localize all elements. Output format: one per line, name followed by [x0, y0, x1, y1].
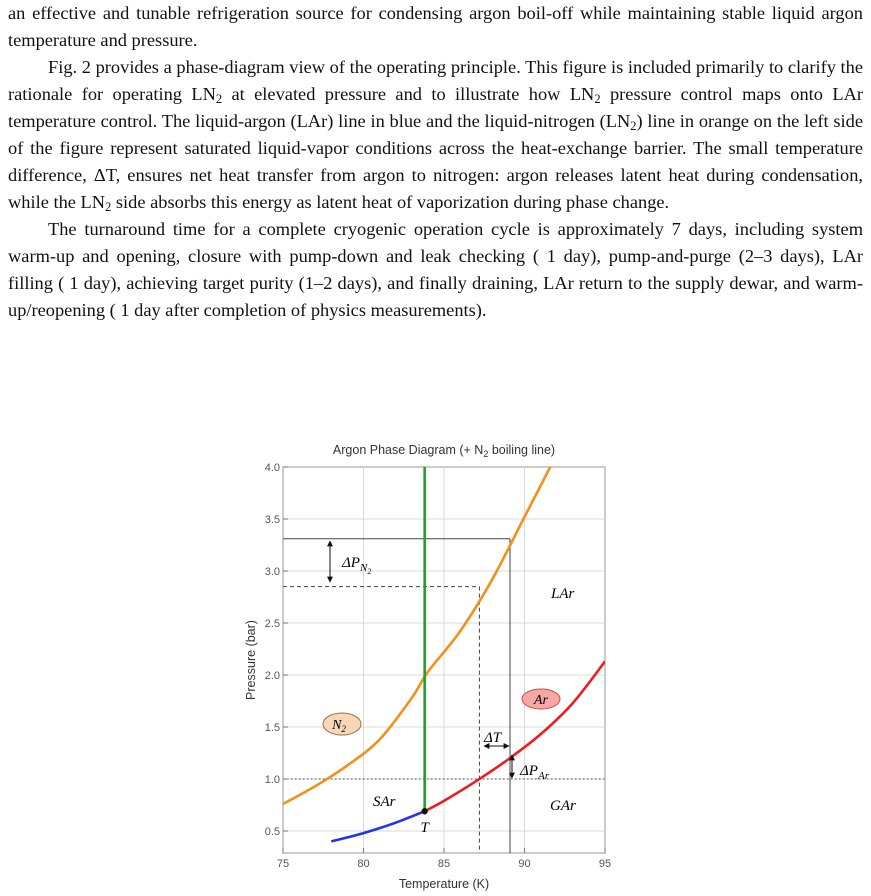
chart-title: Argon Phase Diagram (+ $N_2$ boiling line) [332, 443, 556, 459]
x-axis-label: Temperature (K) [398, 877, 490, 891]
para2-sub-2: 2 [594, 92, 601, 106]
para2-sub-1: 2 [215, 92, 223, 106]
y-tick-label: 2.0 [264, 670, 280, 682]
y-tick-label: 0.5 [264, 826, 280, 838]
nitrogen-curve-label: $N_2$ [332, 718, 346, 734]
para2-text-3: pressure control maps onto LAr temperature control. The liquid-argon (LAr) line in blue and the liquid-nitrogen (LN [8, 84, 863, 131]
para1-text: an effective and tunable refrigeration source for condensing argon boil-off while maintaining stable liquid argon temperature and pressure. [8, 3, 863, 50]
x-tick-label: 85 [437, 858, 451, 870]
y-tick-label: 1.5 [264, 722, 280, 734]
x-tick-label: 75 [276, 858, 290, 870]
para2-sub-3: 2 [630, 119, 637, 133]
triple-point-marker [421, 808, 427, 814]
para2-text-5: side absorbs this energy as latent heat of vaporization during phase change. [111, 192, 670, 212]
y-axis-label: Pressure (bar) [244, 620, 258, 700]
x-tick-label: 80 [357, 858, 370, 870]
delta-t-label: ΔT [484, 730, 502, 746]
x-tick-label: 90 [518, 858, 531, 870]
delta-p-ar-label: $\Delta P_{Ar}$ [520, 763, 549, 782]
y-tick-label: 2.5 [264, 618, 280, 630]
y-tick-label: 1.0 [264, 774, 280, 786]
delta-p-n2-label: $\Delta P_{N2}$ [342, 555, 372, 576]
y-tick-label: 3.0 [264, 566, 280, 578]
liquid-argon-region-label: LAr [551, 586, 575, 602]
solid-argon-region-label: SAr [373, 794, 396, 810]
argon-curve-label: Ar [534, 693, 548, 708]
y-tick-label: 3.5 [264, 514, 280, 526]
para2-text-4: ) line in orange on the left side of the figure represent saturated liquid-vapor conditions across the heat-exchange barrier. The small temperature difference, ΔT, ensures net heat transfer from argon to nitrogen: argon releases latent heat during condensation, while the LN [8, 111, 863, 212]
x-tick-label: 95 [598, 858, 612, 870]
para2-text-2: at elevated pressure and to illustrate how LN [222, 84, 595, 104]
triple-point-label: T [420, 820, 429, 837]
para3-text: The turnaround time for a complete cryogenic operation cycle is approximately 7 days, including system warm-up and opening, closure with pump-down and leak checking ( 1 day), pump-and-purge (2–3 days), LAr filling ( 1 day), achieving target purity (1–2 days), and finally draining, LAr return to the supply dewar, and warm-up/reopening ( 1 day after completion of physics measurements). [8, 219, 863, 320]
para2-text-1: Fig. 2 provides a phase-diagram view of the operating principle. This figure is included primarily to clarify the rationale for operating LN [8, 57, 863, 104]
y-tick-label: 4.0 [264, 462, 280, 474]
gas-argon-region-label: GAr [550, 798, 576, 814]
para2-sub-4: 2 [105, 200, 112, 214]
